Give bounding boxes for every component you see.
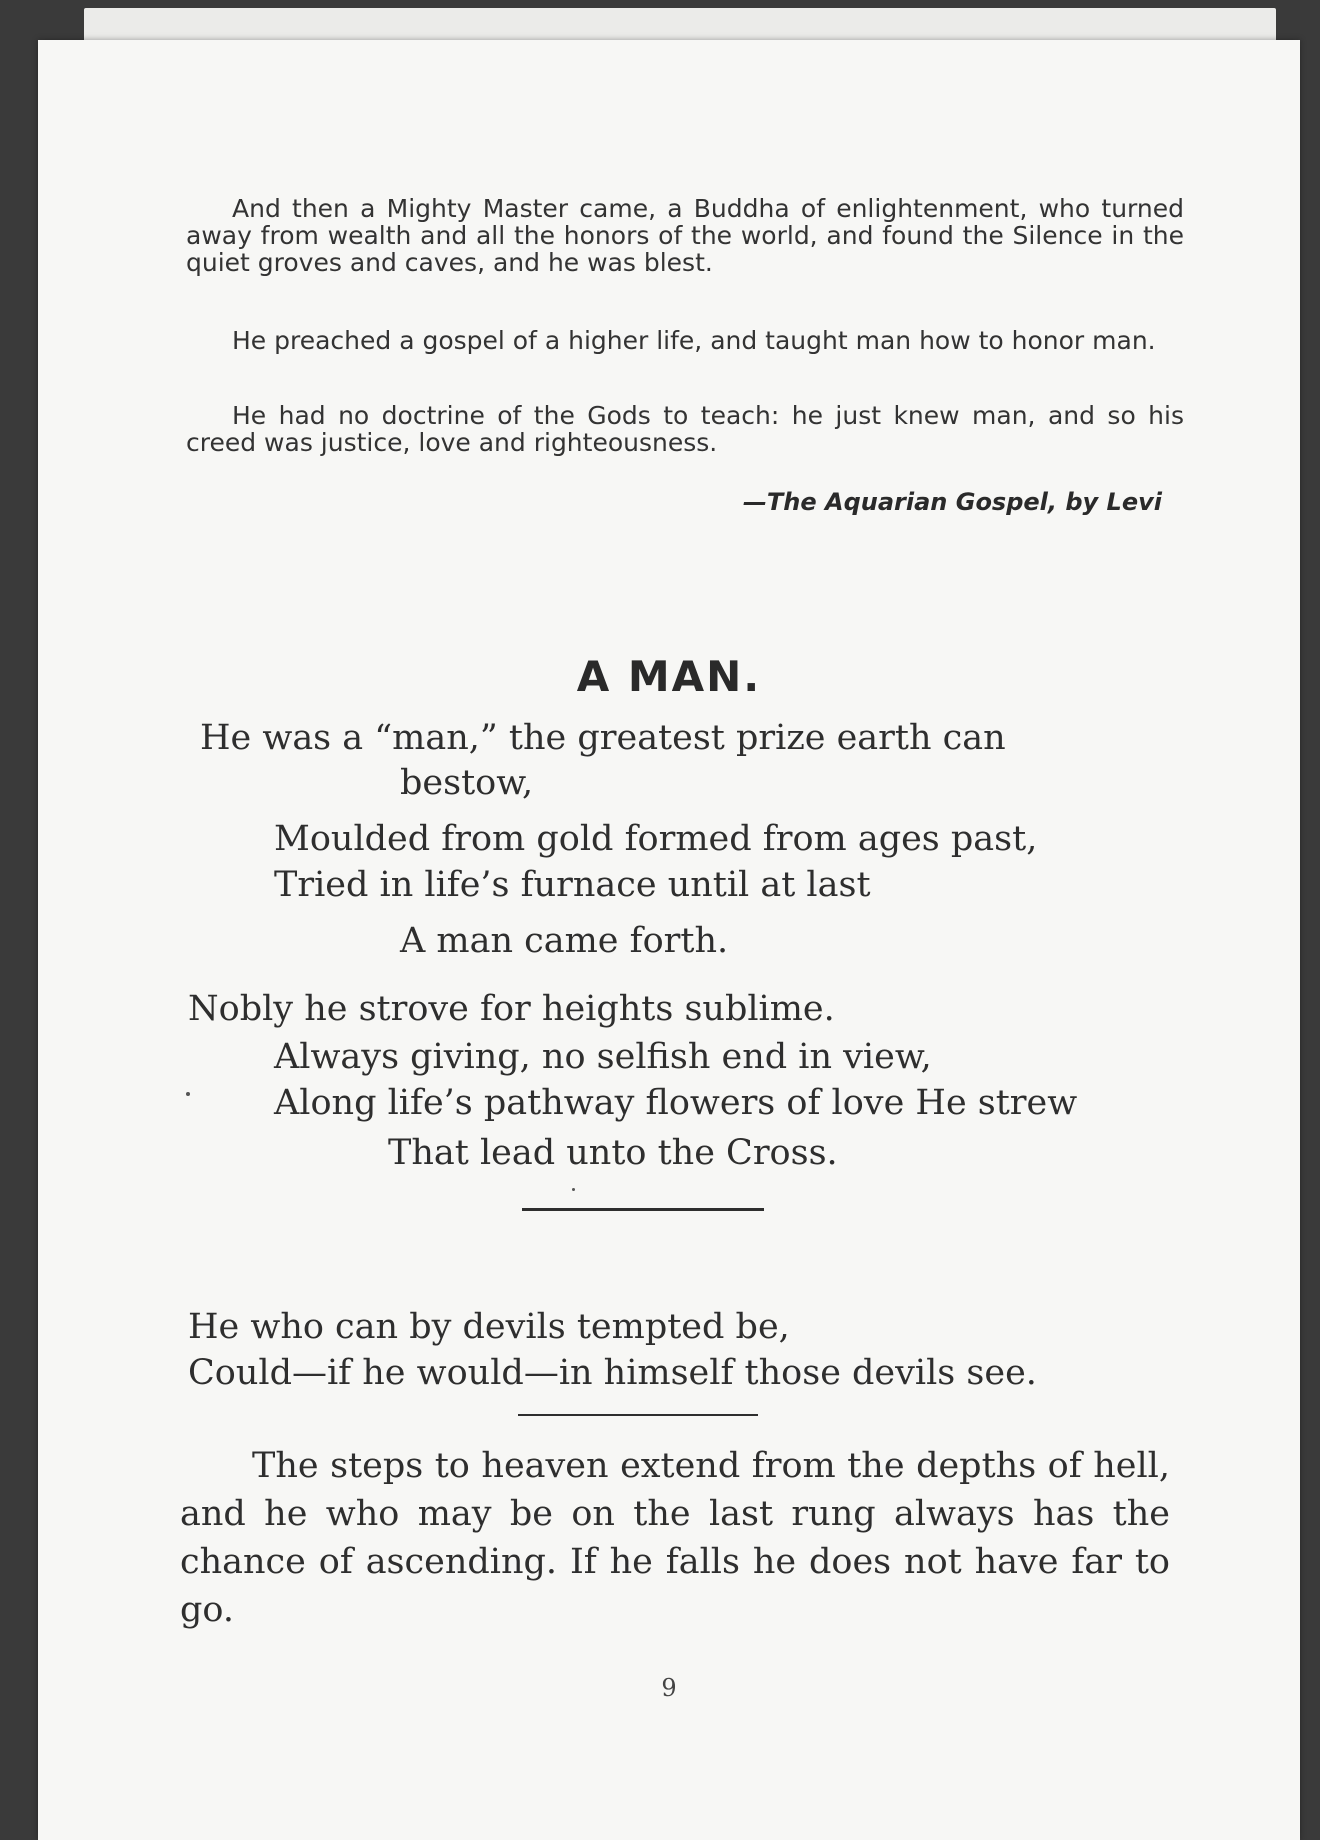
poem-line: bestow, [400,763,534,803]
quote-paragraph-2: He preached a gospel of a higher life, and taught man how to honor man. [232,326,1156,355]
poem-line: Always giving, no selfish end in view, [274,1037,932,1077]
quote-attribution: —The Aquarian Gospel, by Levi [742,488,1162,516]
poem-line: Moulded from gold formed from ages past, [274,819,1038,859]
couplet-line: He who can by devils tempted be, [188,1307,790,1347]
poem-title: A MAN. [576,652,762,701]
page-number: 9 [661,1674,677,1702]
poem-line: He was a “man,” the greatest prize earth can [200,718,1006,758]
section-divider [518,1414,758,1416]
ink-speck [572,1188,575,1191]
poem-line: Tried in life’s furnace until at last [274,865,871,905]
poem-line: A man came forth. [400,921,729,961]
ink-speck [186,1092,190,1096]
quote-paragraph-1: And then a Mighty Master came, a Buddha of enlightenment, who turned away from wealth and all the honors of the world, and found the Silence in the quiet groves and caves, and he was blest. [186,194,1184,277]
book-page [38,40,1300,1840]
poem-line: That lead unto the Cross. [388,1133,838,1173]
poem-line: Along life’s pathway flowers of love He strew [274,1083,1078,1123]
couplet-line: Could—if he would—in himself those devils see. [188,1353,1037,1393]
quote-paragraph-3: He had no doctrine of the Gods to teach: he just knew man, and so his creed was justice, love and righteousness. [186,401,1184,457]
poem-line: Nobly he strove for heights sublime. [188,989,835,1029]
closing-paragraph: The steps to heaven extend from the depths of hell, and he who may be on the last rung always has the chance of ascending. If he falls he does not have far to go. [180,1446,1170,1630]
section-divider [522,1208,764,1211]
